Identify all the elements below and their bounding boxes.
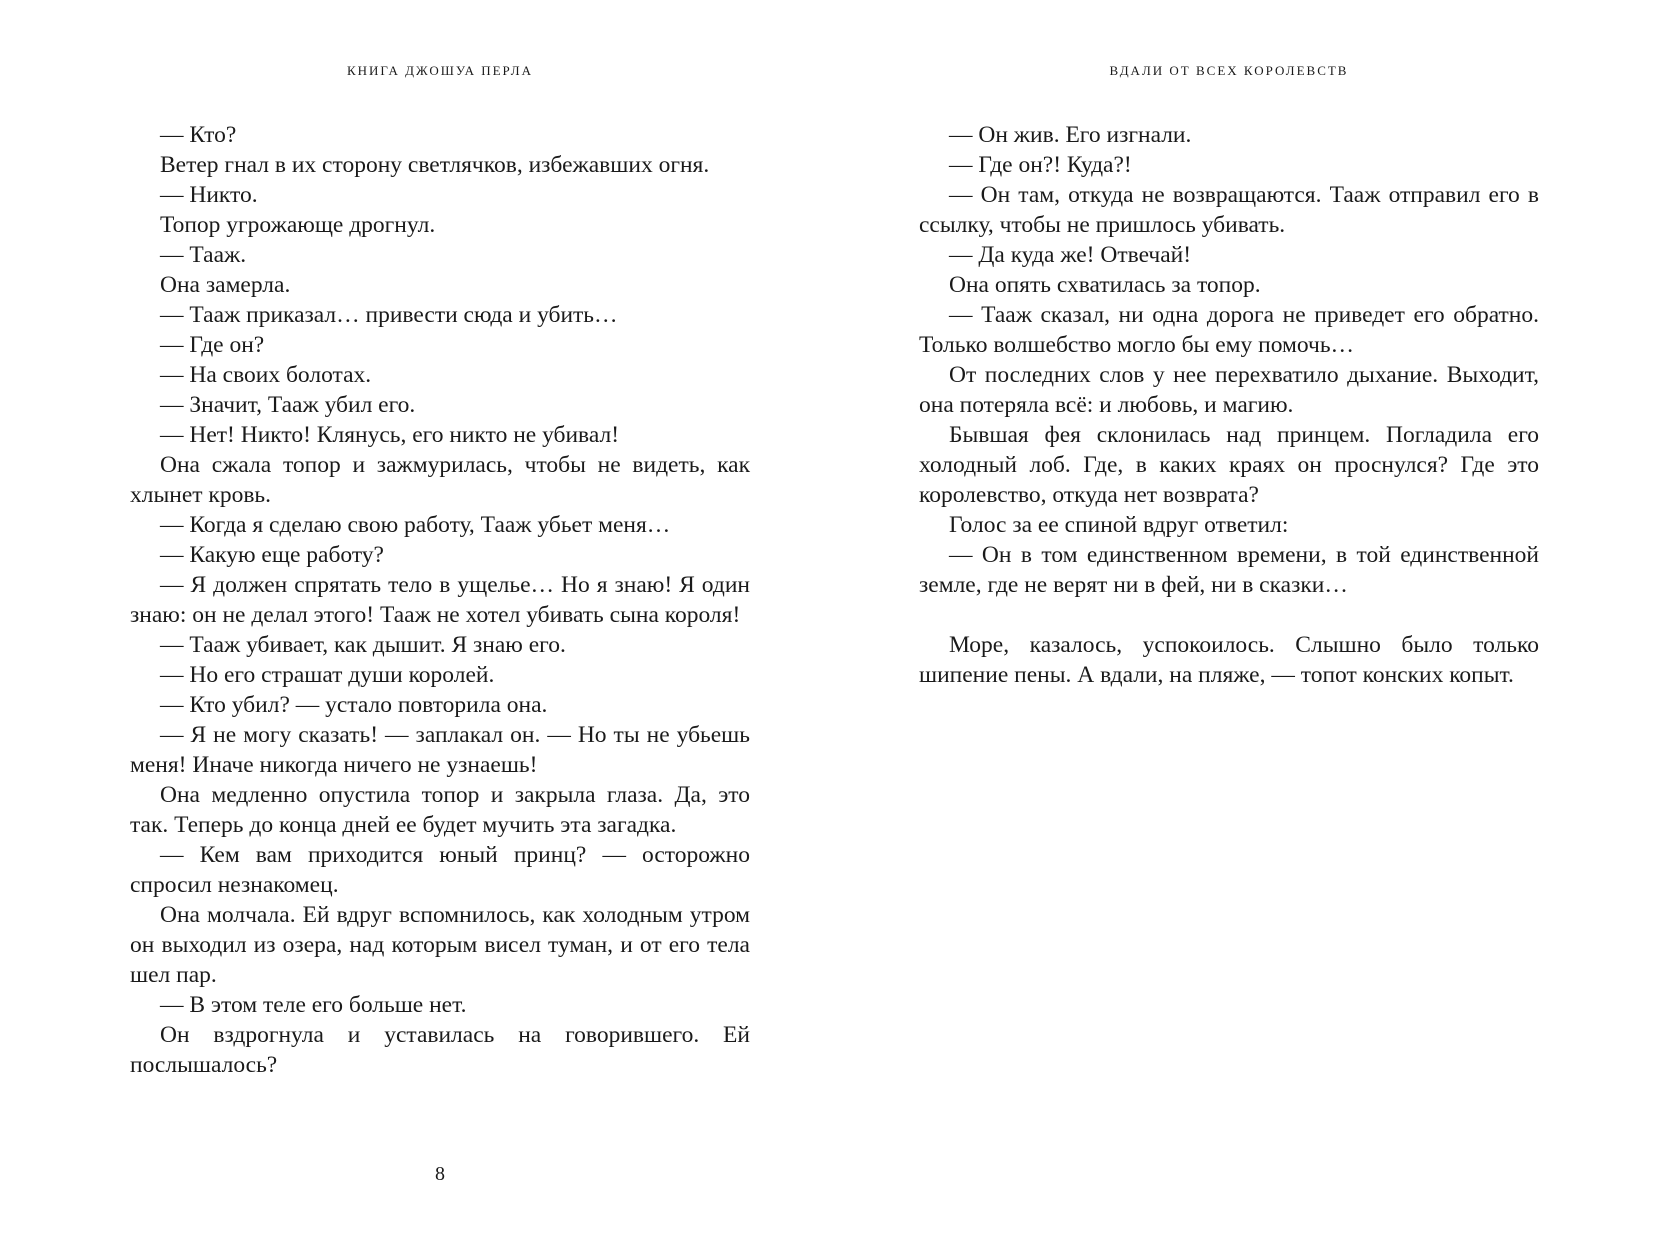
paragraph: — В этом теле его больше нет.: [160, 992, 467, 1018]
page-number: 8: [435, 1163, 445, 1185]
paragraph: — Где он?: [160, 332, 265, 358]
paragraph: — Когда я сделаю свою работу, Тааж убьет меня…: [160, 512, 671, 538]
paragraph: — Тааж убивает, как дышит. Я знаю его.: [160, 632, 566, 658]
paragraph: Она молчала. Ей вдруг вспомнилось, как холодным утром он выходил из озера, над которым висел туман, и от его тела шел пар.: [130, 902, 750, 988]
paragraph: Он вздрогнула и уставилась на говорившего. Ей послышалось?: [130, 1022, 750, 1078]
paragraph: — Тааж.: [160, 242, 247, 268]
paragraph: Она опять схватилась за топор.: [949, 272, 1261, 298]
paragraph: — На своих болотах.: [160, 362, 372, 388]
paragraph: — Значит, Тааж убил его.: [160, 392, 416, 418]
paragraph: От последних слов у нее перехватило дыхание. Выходит, она потеряла всё: и любовь, и магию.: [919, 362, 1539, 418]
paragraph: — Я не могу сказать! — заплакал он. — Но ты не убьешь меня! Иначе никогда ничего не узнаешь!: [130, 722, 750, 778]
running-head-left: КНИГА ДЖОШУА ПЕРЛА: [346, 63, 534, 78]
paragraph: Она сжала топор и зажмурилась, чтобы не видеть, как хлынет кровь.: [130, 452, 750, 508]
paragraph: Бывшая фея склонилась над принцем. Погладила его холодный лоб. Где, в каких краях он проснулся? Где это королевство, откуда нет возврата?: [919, 422, 1539, 508]
paragraph: — Какую еще работу?: [160, 542, 384, 568]
paragraph: — Он там, откуда не возвращаются. Тааж отправил его в ссылку, чтобы не пришлось убивать.: [919, 182, 1539, 238]
paragraph: — Да куда же! Отвечай!: [949, 242, 1192, 268]
paragraph: Голос за ее спиной вдруг ответил:: [949, 512, 1289, 538]
right-page: [827, 0, 1654, 1240]
paragraph: Она медленно опустила топор и закрыла глаза. Да, это так. Теперь до конца дней ее будет мучить эта загадка.: [130, 782, 750, 838]
paragraph: — Кто?: [160, 122, 237, 148]
paragraph: — Кем вам приходится юный принц? — осторожно спросил незнакомец.: [130, 842, 750, 898]
paragraph-after-break: Море, казалось, успокоилось. Слышно было только шипение пены. А вдали, на пляже, — топот конских копыт.: [919, 632, 1539, 688]
paragraph: Ветер гнал в их сторону светлячков, избежавших огня.: [160, 152, 710, 178]
paragraph: — Тааж приказал… привести сюда и убить…: [160, 302, 618, 328]
paragraph: Она замерла.: [160, 272, 291, 298]
paragraph: — Он жив. Его изгнали.: [949, 122, 1192, 148]
running-head-right: ВДАЛИ ОТ ВСЕХ КОРОЛЕВСТВ: [1109, 63, 1349, 78]
paragraph: — Кто убил? — устало повторила она.: [160, 692, 548, 718]
paragraph: — Нет! Никто! Клянусь, его никто не убивал!: [160, 422, 620, 448]
paragraph: — Но его страшат души королей.: [160, 662, 495, 688]
paragraph: — Он в том единственном времени, в той единственной земле, где не верят ни в фей, ни в сказки…: [919, 542, 1539, 598]
paragraph: Топор угрожающе дрогнул.: [160, 212, 436, 238]
paragraph: — Никто.: [160, 182, 258, 208]
paragraph: — Тааж сказал, ни одна дорога не приведет его обратно. Только волшебство могло бы ему помочь…: [919, 302, 1539, 358]
paragraph: — Где он?! Куда?!: [949, 152, 1132, 178]
right-page-text: [919, 120, 1539, 690]
left-page-text: [130, 120, 750, 1080]
paragraph: — Я должен спрятать тело в ущелье… Но я знаю! Я один знаю: он не делал этого! Тааж не хотел убивать сына короля!: [130, 572, 750, 628]
